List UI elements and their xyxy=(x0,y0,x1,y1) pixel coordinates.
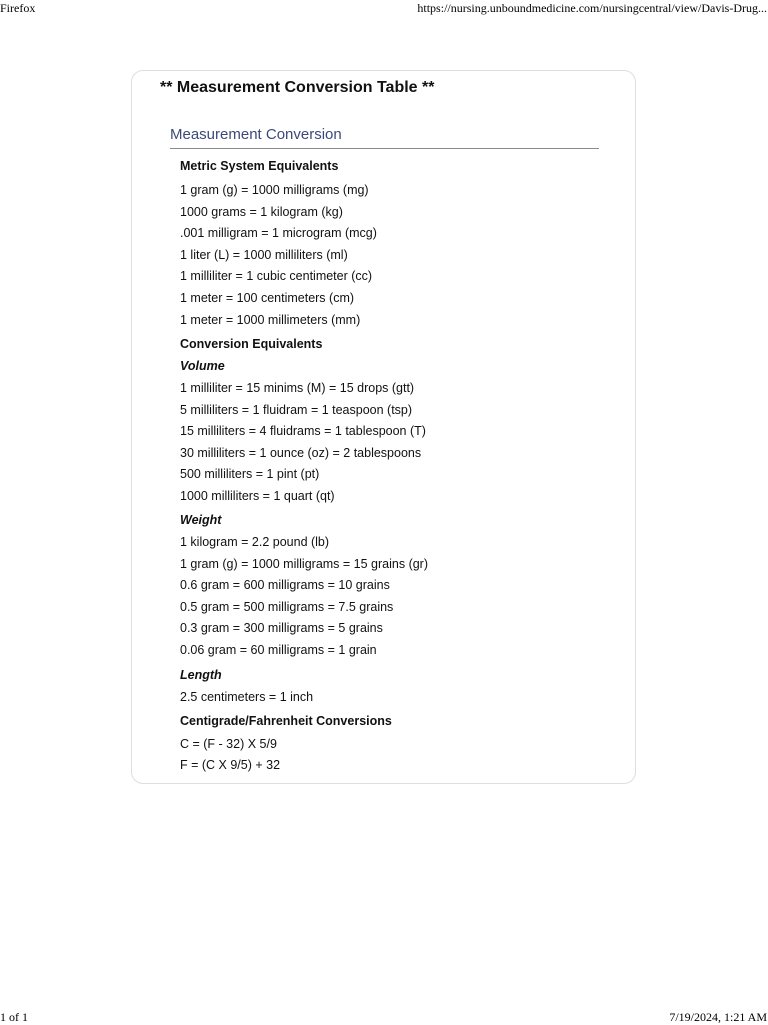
print-datetime: 7/19/2024, 1:21 AM xyxy=(669,1010,767,1024)
volume-item: 5 milliliters = 1 fluidram = 1 teaspoon (tsp) xyxy=(180,403,413,417)
metric-item: 1 meter = 1000 millimeters (mm) xyxy=(180,313,361,327)
metric-item: 1 liter (L) = 1000 milliliters (ml) xyxy=(180,248,348,262)
weight-item: 0.5 gram = 500 milligrams = 7.5 grains xyxy=(180,600,394,614)
metric-item: 1 gram (g) = 1000 milligrams (mg) xyxy=(180,183,369,197)
volume-heading: Volume xyxy=(180,359,225,373)
metric-item: .001 milligram = 1 microgram (mcg) xyxy=(180,226,377,240)
metric-item: 1 meter = 100 centimeters (cm) xyxy=(180,291,355,305)
metric-heading: Metric System Equivalents xyxy=(180,159,339,173)
page-title: ** Measurement Conversion Table ** xyxy=(160,79,435,96)
volume-item: 500 milliliters = 1 pint (pt) xyxy=(180,467,320,481)
browser-name: Firefox xyxy=(0,1,36,15)
conversion-table-card xyxy=(131,70,636,784)
metric-item: 1000 grams = 1 kilogram (kg) xyxy=(180,205,343,219)
page-url: https://nursing.unboundmedicine.com/nursingcentral/view/Davis-Drug... xyxy=(417,1,767,15)
weight-heading: Weight xyxy=(180,513,222,527)
temperature-formula: F = (C X 9/5) + 32 xyxy=(180,758,281,772)
weight-item: 0.3 gram = 300 milligrams = 5 grains xyxy=(180,621,383,635)
temperature-heading: Centigrade/Fahrenheit Conversions xyxy=(180,714,392,728)
section-heading: Measurement Conversion xyxy=(170,126,342,143)
conversion-heading: Conversion Equivalents xyxy=(180,337,323,351)
volume-item: 1 milliliter = 15 minims (M) = 15 drops (gtt) xyxy=(180,381,415,395)
volume-item: 1000 milliliters = 1 quart (qt) xyxy=(180,489,335,503)
section-divider xyxy=(170,148,599,149)
temperature-formula: C = (F - 32) X 5/9 xyxy=(180,737,277,751)
weight-item: 0.6 gram = 600 milligrams = 10 grains xyxy=(180,578,390,592)
length-heading: Length xyxy=(180,668,222,682)
weight-item: 1 kilogram = 2.2 pound (lb) xyxy=(180,535,330,549)
weight-item: 1 gram (g) = 1000 milligrams = 15 grains (gr) xyxy=(180,557,429,571)
length-item: 2.5 centimeters = 1 inch xyxy=(180,690,314,704)
page-count: 1 of 1 xyxy=(0,1010,28,1024)
volume-item: 30 milliliters = 1 ounce (oz) = 2 tablespoons xyxy=(180,446,422,460)
volume-item: 15 milliliters = 4 fluidrams = 1 tablespoon (T) xyxy=(180,424,426,438)
metric-item: 1 milliliter = 1 cubic centimeter (cc) xyxy=(180,269,373,283)
weight-item: 0.06 gram = 60 milligrams = 1 grain xyxy=(180,643,377,657)
